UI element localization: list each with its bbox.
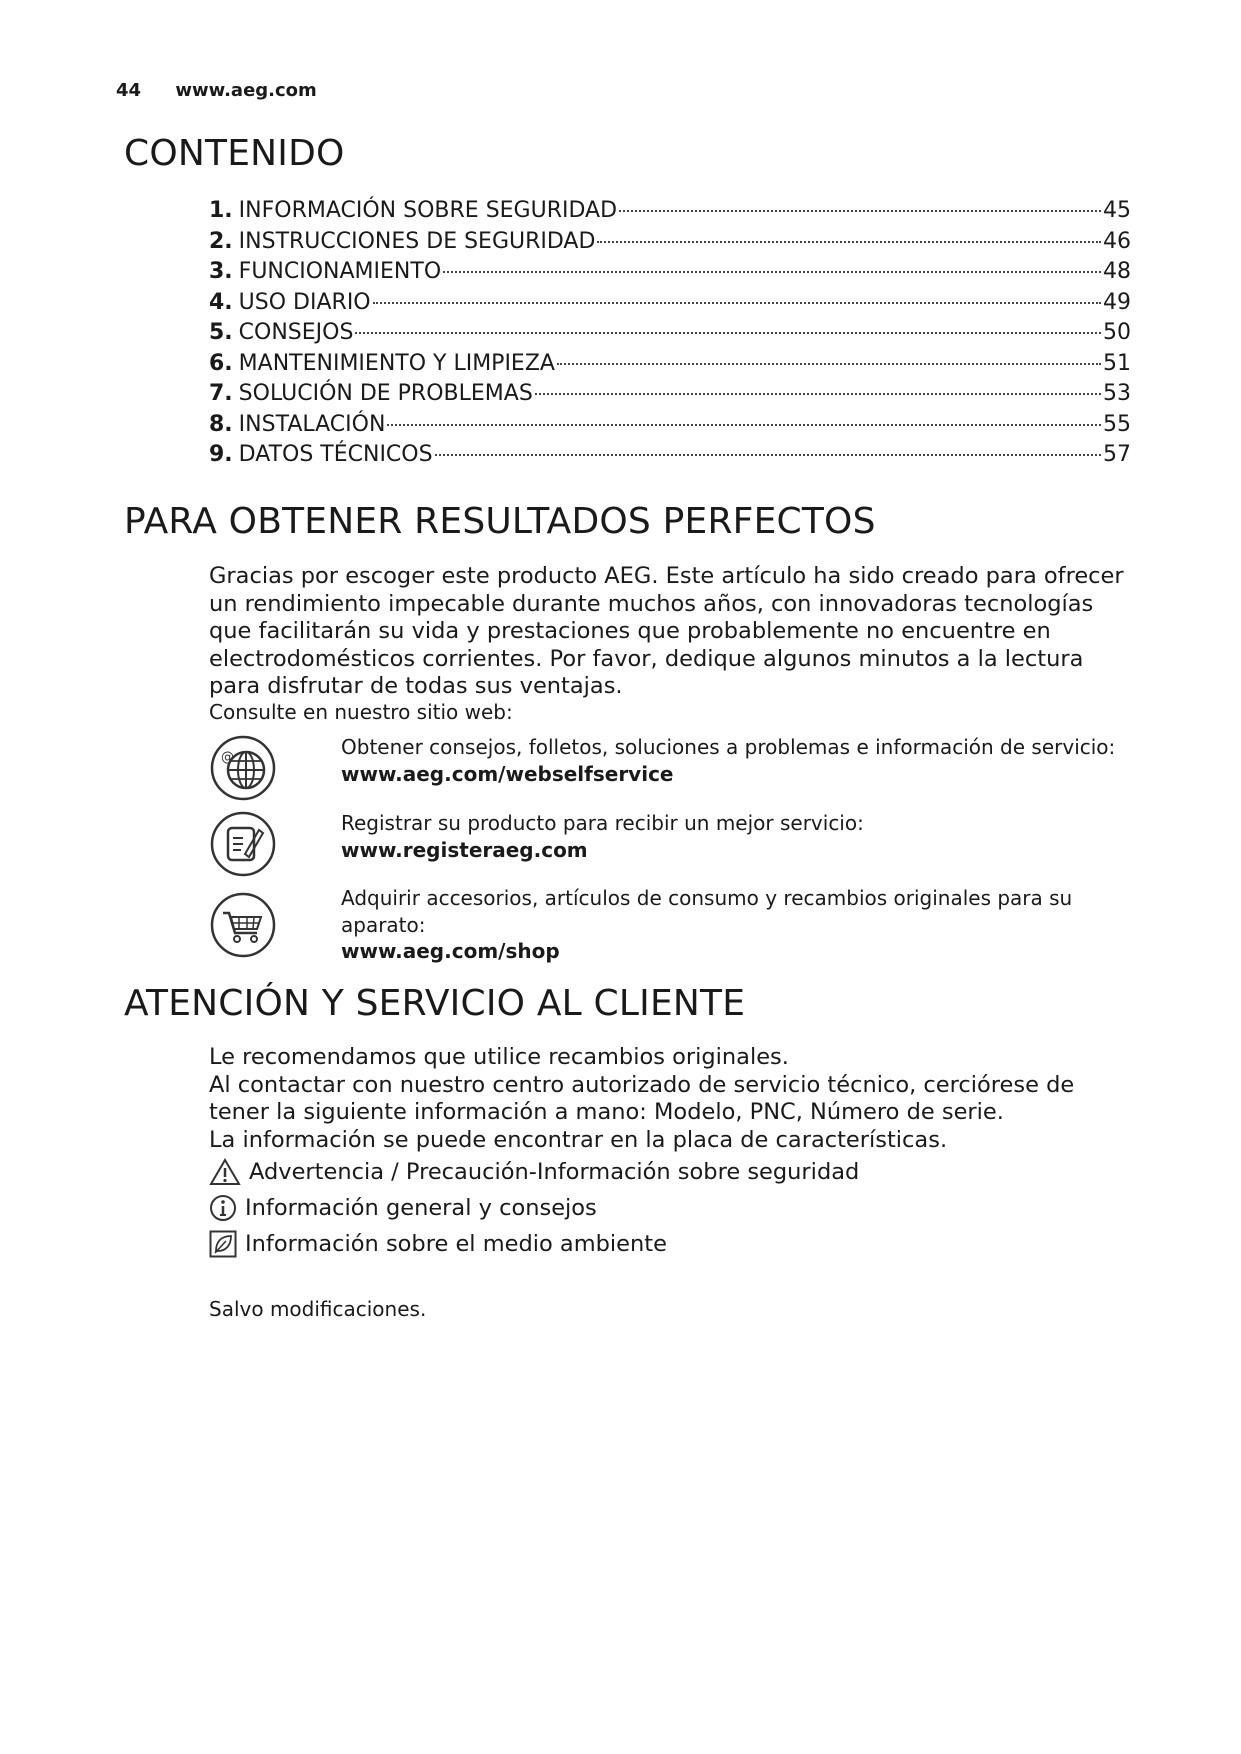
site-url[interactable]: www.aeg.com — [175, 80, 317, 101]
toc-title: INSTRUCCIONES DE SEGURIDAD — [238, 228, 596, 254]
toc-entry-5[interactable] — [209, 320, 1131, 351]
intro-line: electrodomésticos corrientes. Por favor, dedique algunos minutos a la lectura — [209, 645, 1084, 672]
toc-number: 2. — [209, 228, 233, 254]
toc-number: 6. — [209, 350, 233, 376]
toc-title: FUNCIONAMIENTO — [238, 259, 442, 284]
toc-leader — [435, 454, 1101, 456]
shopping-cart-icon — [209, 891, 277, 959]
toc-title: USO DIARIO — [238, 289, 371, 315]
atencion-line: La información se puede encontrar en la placa de características. — [209, 1126, 948, 1153]
toc-leader — [373, 302, 1101, 304]
info-icon — [209, 1194, 237, 1222]
intro-paragraph — [209, 563, 1129, 701]
toc-number: 8. — [209, 411, 233, 437]
svg-text:@: @ — [221, 750, 234, 765]
service-description: Registrar su producto para recibir un mejor servicio: — [341, 811, 864, 835]
registeraeg-link[interactable]: www.registeraeg.com — [341, 837, 588, 862]
toc-title: INSTALACIÓN — [238, 411, 386, 437]
legend-environment — [209, 1230, 667, 1258]
atencion-line: Le recomendamos que utilice recambios originales. — [209, 1044, 789, 1070]
toc-page: 46 — [1103, 228, 1131, 254]
atencion-line: Al contactar con nuestro centro autorizado de servicio técnico, cerciórese de — [209, 1071, 1075, 1098]
toc-entry-8[interactable] — [209, 412, 1131, 443]
toc-number: 1. — [209, 198, 233, 223]
toc-page: 50 — [1103, 320, 1131, 345]
service-text — [341, 810, 1121, 863]
toc-leader — [557, 363, 1101, 365]
toc-entry-4[interactable] — [209, 290, 1131, 321]
toc-page: 53 — [1103, 381, 1131, 406]
service-text — [341, 734, 1121, 787]
toc-entry-6[interactable] — [209, 351, 1131, 382]
page-header — [116, 80, 317, 101]
toc-leader — [355, 332, 1101, 334]
register-icon — [209, 810, 277, 878]
webselfservice-link[interactable]: www.aeg.com/webselfservice — [341, 761, 674, 786]
shop-link[interactable]: www.aeg.com/shop — [341, 939, 560, 963]
service-description: Obtener consejos, folletos, soluciones a problemas e información de servicio: — [341, 735, 1116, 759]
toc-page: 45 — [1103, 198, 1131, 223]
consulte-text: Consulte en nuestro sitio web: — [209, 700, 513, 724]
toc-page: 49 — [1103, 289, 1131, 315]
toc-number: 3. — [209, 259, 233, 284]
toc-number: 9. — [209, 442, 233, 467]
toc-entry-3[interactable] — [209, 259, 1131, 290]
toc-page: 57 — [1103, 442, 1131, 467]
toc-title: INFORMACIÓN SOBRE SEGURIDAD — [238, 198, 618, 223]
toc-entry-9[interactable] — [209, 442, 1131, 473]
heading-contenido: CONTENIDO — [124, 133, 345, 174]
intro-line: un rendimiento impecable durante muchos años, con innovadoras tecnologías — [209, 590, 1094, 617]
service-description: Adquirir accesorios, artículos de consumo y recambios originales para su — [341, 886, 1073, 910]
legend-label: Advertencia / Precaución-Información sobre seguridad — [249, 1159, 860, 1185]
toc-leader — [619, 210, 1101, 212]
toc-page: 51 — [1103, 350, 1131, 376]
legend-label: Información general y consejos — [245, 1195, 597, 1221]
globe-icon — [209, 734, 277, 802]
page-number: 44 — [116, 80, 142, 101]
legend-label: Información sobre el medio ambiente — [245, 1231, 667, 1257]
toc-entry-2[interactable] — [209, 229, 1131, 260]
toc-title: SOLUCIÓN DE PROBLEMAS — [238, 381, 533, 406]
toc-title: DATOS TÉCNICOS — [238, 442, 433, 467]
toc-entry-7[interactable] — [209, 381, 1131, 412]
toc-leader — [443, 271, 1101, 273]
toc-leader — [387, 424, 1101, 426]
legend-warning — [209, 1158, 859, 1186]
atencion-line: tener la siguiente información a mano: Modelo, PNC, Número de serie. — [209, 1099, 1004, 1125]
warning-icon — [209, 1158, 241, 1186]
intro-line: Gracias por escoger este producto AEG. Este artículo ha sido creado para ofrecer — [209, 563, 1124, 589]
toc-title: MANTENIMIENTO Y LIMPIEZA — [238, 350, 555, 376]
service-description: aparato: — [341, 912, 426, 937]
intro-line: para disfrutar de todas sus ventajas. — [209, 673, 623, 699]
heading-atencion: ATENCIÓN Y SERVICIO AL CLIENTE — [124, 983, 746, 1024]
atencion-paragraph — [209, 1044, 1129, 1154]
toc-page: 48 — [1103, 259, 1131, 284]
toc-page: 55 — [1103, 411, 1131, 437]
toc-entry-1[interactable] — [209, 198, 1131, 229]
toc-leader — [535, 393, 1101, 395]
intro-line: que facilitarán su vida y prestaciones que probablemente no encuentre en — [209, 618, 1051, 644]
service-text — [341, 885, 1121, 965]
leaf-icon — [209, 1230, 237, 1258]
toc-title: CONSEJOS — [238, 320, 354, 345]
legend-info — [209, 1194, 597, 1222]
heading-perfectos: PARA OBTENER RESULTADOS PERFECTOS — [124, 501, 876, 542]
toc-number: 5. — [209, 320, 233, 345]
toc-number: 7. — [209, 381, 233, 406]
toc-number: 4. — [209, 289, 233, 315]
table-of-contents — [209, 198, 1131, 473]
footer-note: Salvo modificaciones. — [209, 1297, 427, 1321]
toc-leader — [597, 241, 1101, 243]
